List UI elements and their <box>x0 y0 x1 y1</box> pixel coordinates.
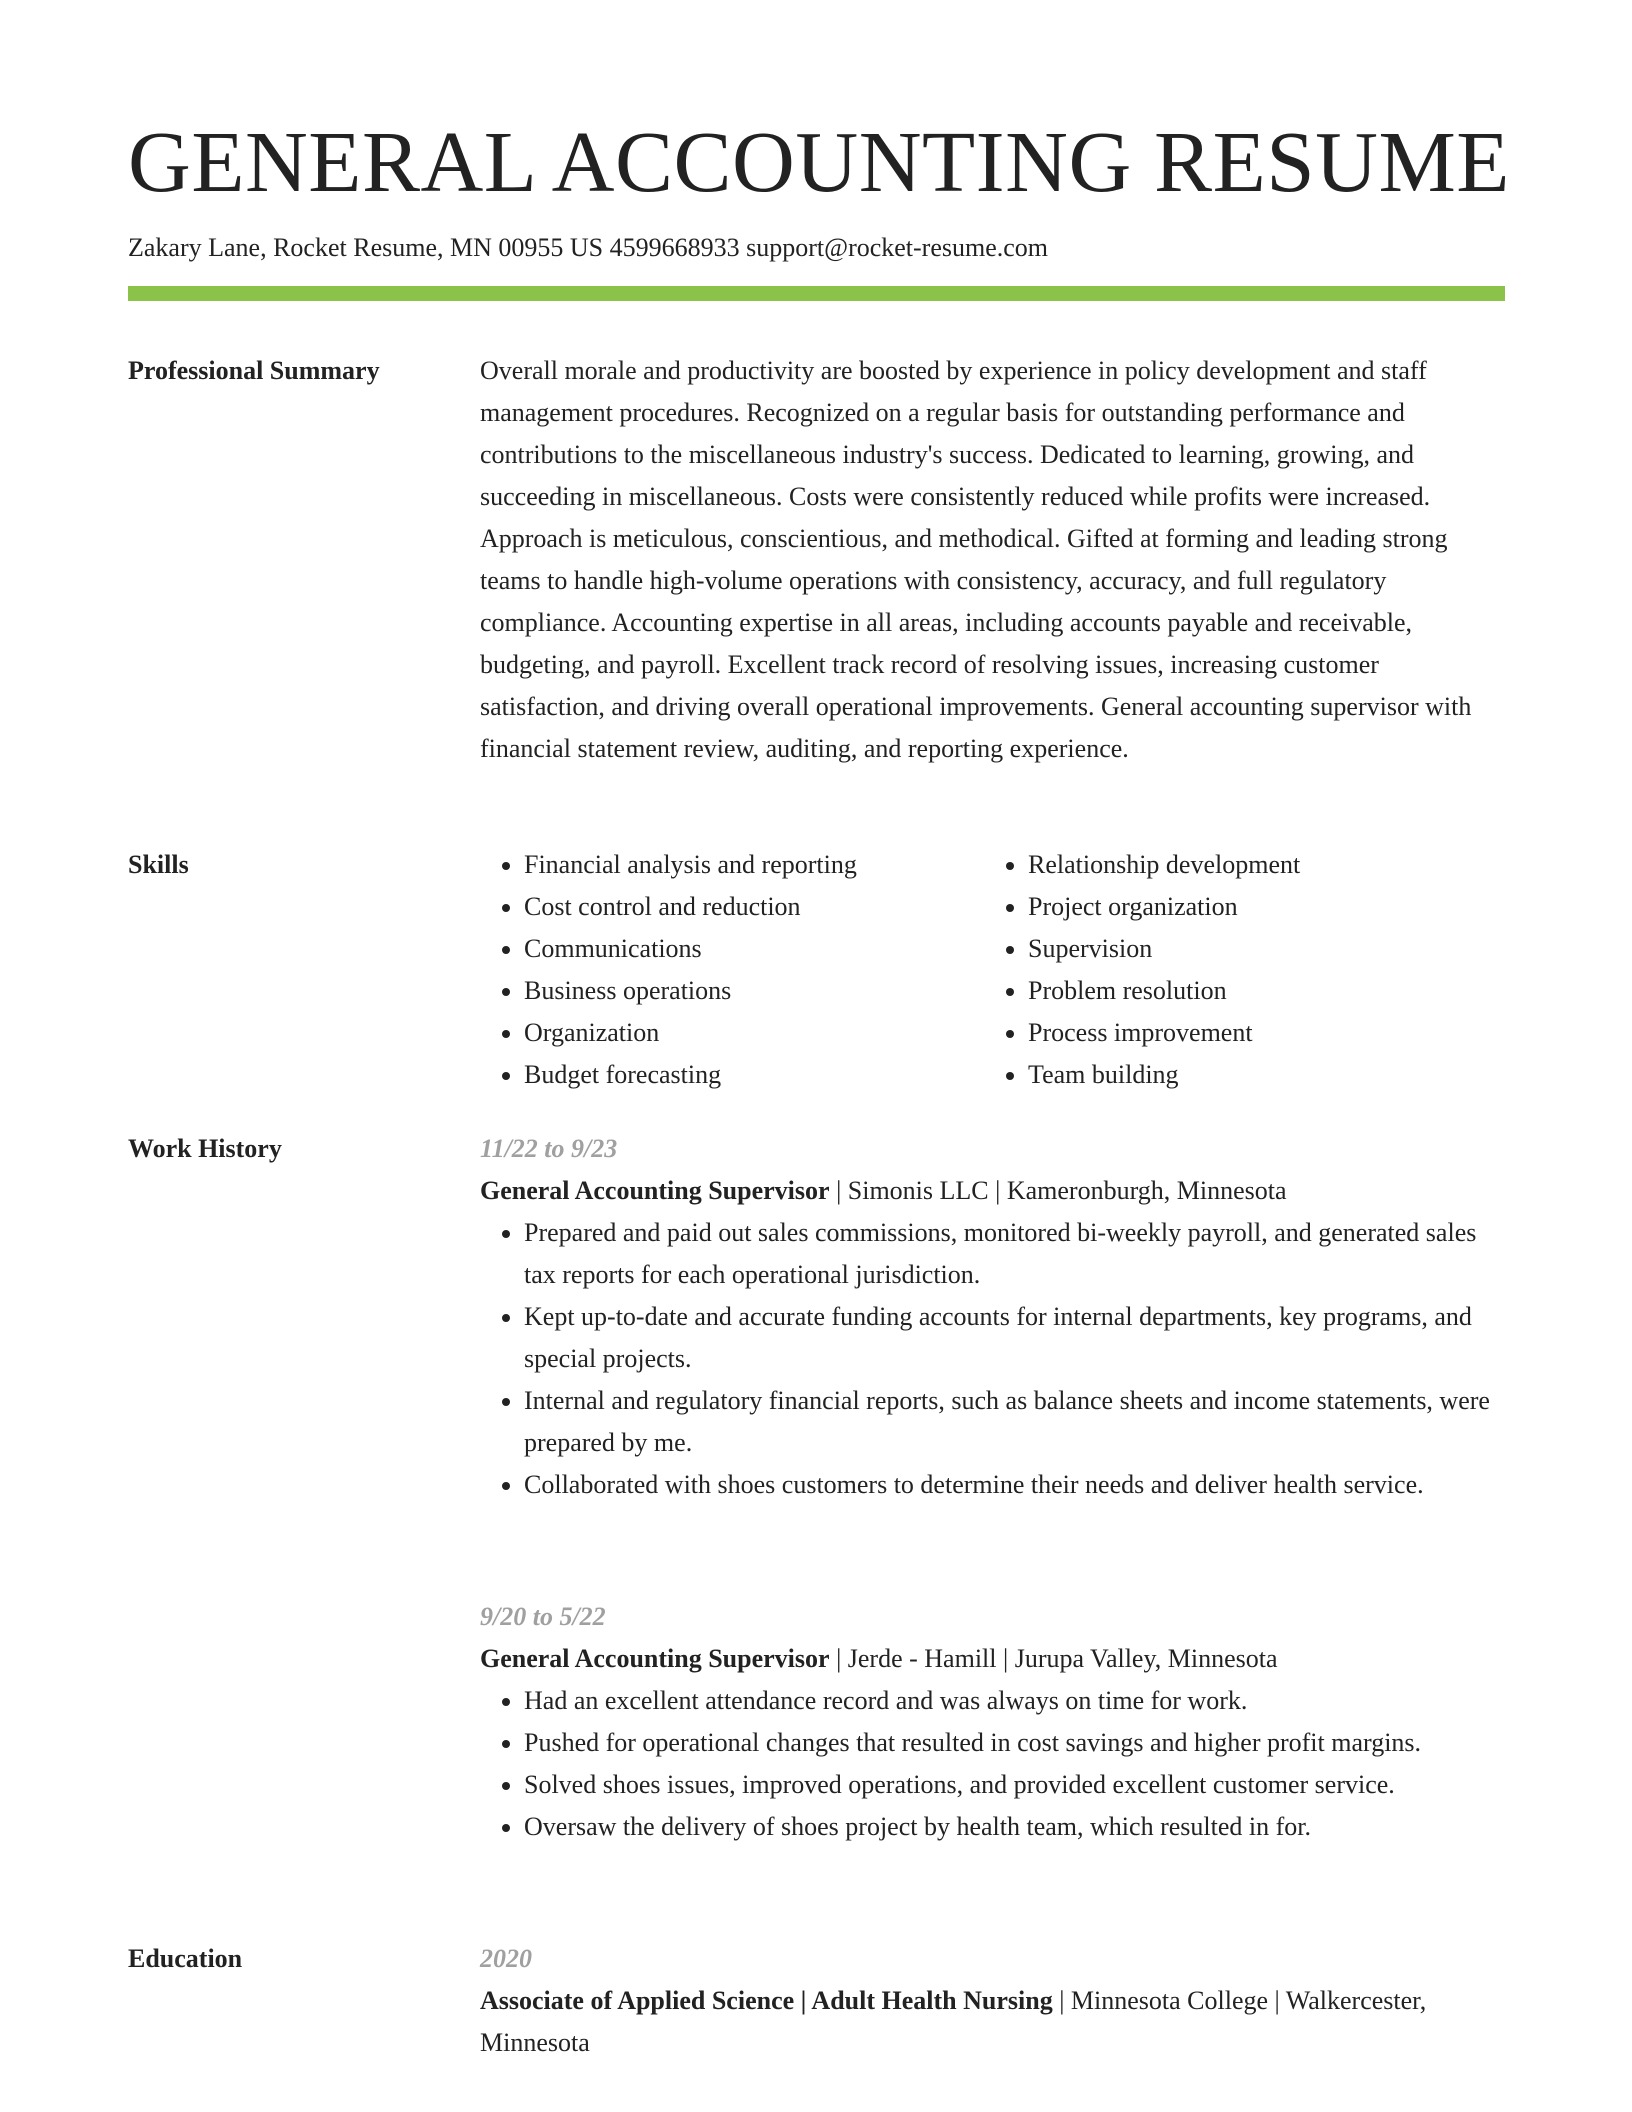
education-details: | Minnesota College | Walkercester, Minnesota <box>480 1986 1427 2057</box>
skill-item: • Financial analysis and reporting <box>524 844 1024 886</box>
job-bullet: • Solved shoes issues, improved operations, and provided excellent customer service. <box>524 1764 1505 1806</box>
education-degree: Associate of Applied Science | Adult Health Nursing <box>480 1986 1053 2015</box>
job-dates: 9/20 to 5/22 <box>480 1602 606 1631</box>
accent-divider <box>128 286 1505 301</box>
job-bullet: • Pushed for operational changes that resulted in cost savings and higher profit margins. <box>524 1722 1505 1764</box>
job-entry <box>480 1128 1505 1506</box>
job-details: | Jerde - Hamill | Jurupa Valley, Minnesota <box>829 1644 1278 1673</box>
summary-heading: Professional Summary <box>128 356 380 385</box>
skills-list-left <box>480 844 1024 1096</box>
job-bullet: • Kept up-to-date and accurate funding accounts for internal departments, key programs, and special projects. <box>524 1296 1505 1380</box>
skill-item: • Cost control and reduction <box>524 886 1024 928</box>
job-bullets <box>480 1680 1505 1848</box>
education-entry <box>480 1938 1505 2064</box>
work-history-heading: Work History <box>128 1134 282 1163</box>
skills-heading: Skills <box>128 850 189 879</box>
job-bullet: • Internal and regulatory financial reports, such as balance sheets and income statements, were prepared by me. <box>524 1380 1505 1464</box>
job-title: General Accounting Supervisor <box>480 1644 830 1673</box>
education-degree-line <box>480 1980 1505 2064</box>
page-title: GENERAL ACCOUNTING RESUME <box>128 113 1510 210</box>
skill-item: • Supervision <box>1028 928 1528 970</box>
job-title-line <box>480 1638 1505 1680</box>
skill-item: • Relationship development <box>1028 844 1528 886</box>
skills-list-right <box>984 844 1528 1096</box>
job-title-line <box>480 1170 1505 1212</box>
summary-text: Overall morale and productivity are boosted by experience in policy development and staff management procedures. Recognized on a regular basis for outstanding performance and contributions to the miscellaneous industry's success. Dedicated to learning, growing, and succeeding in miscellaneous. Costs were consistently reduced while profits were increased. Approach is meticulous, conscientious, and methodical. Gifted at forming and leading strong teams to handle high-volume operations with consistency, accuracy, and full regulatory compliance. Accounting expertise in all areas, including accounts payable and receivable, budgeting, and payroll. Excellent track record of resolving issues, increasing customer satisfaction, and driving overall operational improvements. General accounting supervisor with financial statement review, auditing, and reporting experience. <box>480 356 1472 763</box>
job-bullet: • Oversaw the delivery of shoes project by health team, which resulted in for. <box>524 1806 1505 1848</box>
job-dates: 11/22 to 9/23 <box>480 1134 618 1163</box>
job-details: | Simonis LLC | Kameronburgh, Minnesota <box>829 1176 1287 1205</box>
job-bullet: • Had an excellent attendance record and was always on time for work. <box>524 1680 1505 1722</box>
job-bullets <box>480 1212 1505 1506</box>
job-entry <box>480 1596 1505 1848</box>
job-title: General Accounting Supervisor <box>480 1176 830 1205</box>
skill-item: • Business operations <box>524 970 1024 1012</box>
job-bullet: • Prepared and paid out sales commissions, monitored bi-weekly payroll, and generated sales tax reports for each operational jurisdiction. <box>524 1212 1505 1296</box>
skill-item: • Project organization <box>1028 886 1528 928</box>
skill-item: • Team building <box>1028 1054 1528 1096</box>
skill-item: • Communications <box>524 928 1024 970</box>
education-year: 2020 <box>480 1944 532 1973</box>
skill-item: • Organization <box>524 1012 1024 1054</box>
education-heading: Education <box>128 1944 243 1973</box>
skill-item: • Budget forecasting <box>524 1054 1024 1096</box>
skill-item: • Problem resolution <box>1028 970 1528 1012</box>
skill-item: • Process improvement <box>1028 1012 1528 1054</box>
contact-line: Zakary Lane, Rocket Resume, MN 00955 US 4599668933 support@rocket-resume.com <box>128 233 1049 262</box>
job-bullet: • Collaborated with shoes customers to determine their needs and deliver health service. <box>524 1464 1505 1506</box>
